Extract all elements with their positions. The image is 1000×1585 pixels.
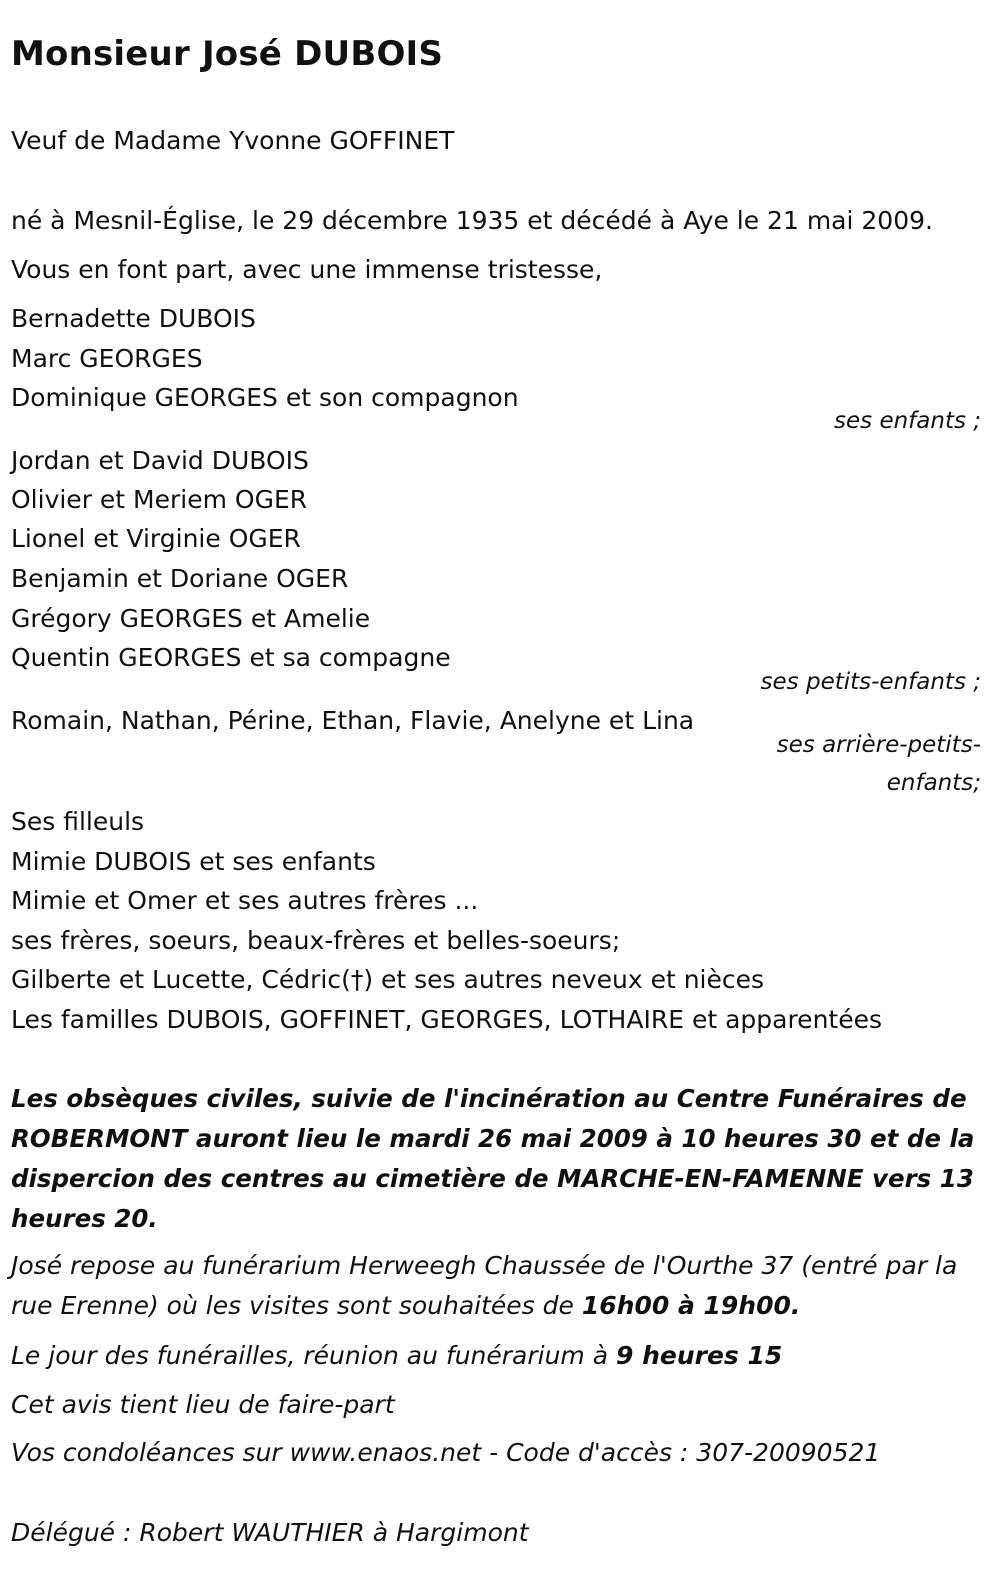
page-title: Monsieur José DUBOIS (11, 34, 444, 74)
relatives-line: Ses filleuls (11, 807, 145, 836)
grandchild-name: Grégory GEORGES et Amelie (11, 604, 371, 633)
grandchildren-role: ses petits-enfants ; (760, 669, 981, 695)
relatives-line: Mimie et Omer et ses autres frères ... (11, 886, 479, 915)
great-grandchildren-role-line1: ses arrière-petits- (776, 732, 981, 758)
widow-line: Veuf de Madame Yvonne GOFFINET (11, 126, 455, 155)
relatives-line: ses frères, soeurs, beaux-frères et belles-soeurs; (11, 926, 621, 955)
relatives-line: Gilberte et Lucette, Cédric(†) et ses autres neveux et nièces (11, 965, 765, 994)
delegate-line: Délégué : Robert WAUTHIER à Hargimont (11, 1518, 529, 1547)
meeting-text: Le jour des funérailles, réunion au funérarium à (11, 1341, 616, 1370)
meeting-details (11, 1336, 979, 1376)
child-name: Bernadette DUBOIS (11, 304, 256, 333)
child-name: Marc GEORGES (11, 344, 203, 373)
grandchild-name: Olivier et Meriem OGER (11, 485, 308, 514)
announcement-line: Vous en font part, avec une immense tristesse, (11, 255, 603, 284)
visit-details (11, 1246, 979, 1326)
great-grandchildren-role-line2: enfants; (886, 770, 981, 796)
child-name: Dominique GEORGES et son compagnon (11, 383, 519, 412)
condolences-line: Vos condoléances sur www.enaos.net - Code d'accès : 307-20090521 (11, 1438, 881, 1467)
funeral-details: Les obsèques civiles, suivie de l'incinération au Centre Funéraires de ROBERMONT auront lieu le mardi 26 mai 2009 à 10 heures 30 et de la dispercion des centres au cimetière de MARCHE-EN-FAMENNE vers 13 heures 20. (11, 1084, 975, 1233)
birth-death-line: né à Mesnil-Église, le 29 décembre 1935 et décédé à Aye le 21 mai 2009. (11, 206, 933, 235)
visit-hours: 16h00 à 19h00. (581, 1291, 801, 1320)
visit-text: José repose au funérarium Herweegh Chaussée de l'Ourthe 37 (entré par la rue Erenne) où les visites sont souhaitées de (11, 1251, 958, 1320)
relatives-line: Les familles DUBOIS, GOFFINET, GEORGES, LOTHAIRE et apparentées (11, 1005, 882, 1034)
meeting-time: 9 heures 15 (616, 1341, 783, 1370)
grandchild-name: Benjamin et Doriane OGER (11, 564, 349, 593)
relatives-line: Mimie DUBOIS et ses enfants (11, 847, 376, 876)
grandchild-name: Lionel et Virginie OGER (11, 524, 301, 553)
grandchild-name: Jordan et David DUBOIS (11, 446, 309, 475)
great-grandchild-names: Romain, Nathan, Périne, Ethan, Flavie, Anelyne et Lina (11, 706, 695, 735)
notice-line: Cet avis tient lieu de faire-part (11, 1390, 395, 1419)
grandchild-name: Quentin GEORGES et sa compagne (11, 643, 451, 672)
children-role: ses enfants ; (834, 408, 981, 434)
